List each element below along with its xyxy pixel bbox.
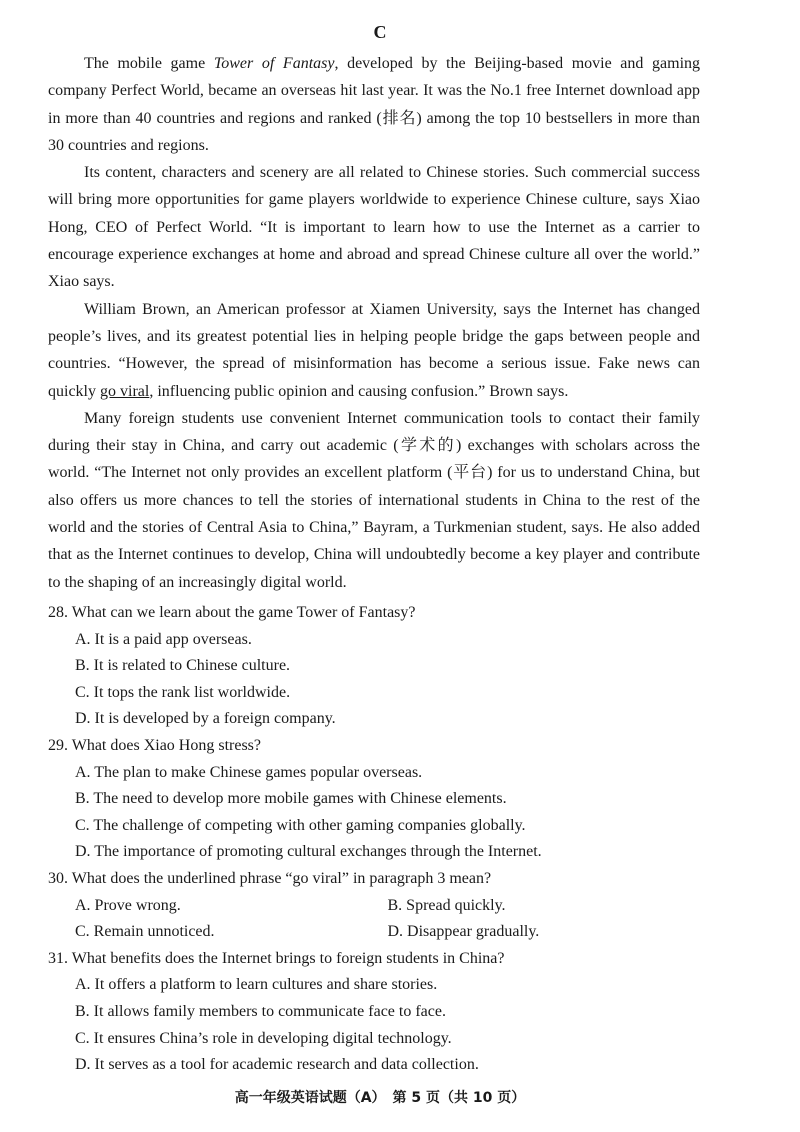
- question-30: [48, 866, 700, 946]
- question-31: [48, 946, 700, 1079]
- option-c: C. Remain unnoticed.: [75, 923, 215, 941]
- option-a: A. It is a paid app overseas.: [75, 630, 252, 648]
- question-stem: 28. What can we learn about the game Tower of Fantasy?: [48, 604, 416, 621]
- page-footer: 高一年级英语试题（A） 第 5 页（共 10 页）: [234, 1090, 526, 1106]
- paragraph-1: [48, 50, 700, 159]
- question-28: [48, 600, 700, 733]
- option-a: A. It offers a platform to learn cultures and share stories.: [75, 976, 438, 994]
- paragraph-4: Many foreign students use convenient Internet communication tools to contact their family during their stay in China, and carry out academic (学术的) exchanges with scholars across the world. “The Internet not only provides an excellent platform (平台) for us to understand China, but also offers us more chances to tell the stories of international students in China to the rest of the world and the stories of Central Asia to China,” Bayram, a Turkmenian student, says. He also added that as the Internet continues to develop, China will undoubtedly become a key player and contribute to the shaping of an increasingly digital world.: [48, 409, 700, 591]
- option-a: A. Prove wrong.: [75, 896, 181, 914]
- option-d: D. Disappear gradually.: [387, 923, 540, 941]
- option-a: A. The plan to make Chinese games popular overseas.: [75, 763, 423, 781]
- question-stem: 31. What benefits does the Internet brings to foreign students in China?: [48, 949, 505, 967]
- underlined-phrase: go viral: [100, 382, 150, 400]
- question-stem: 30. What does the underlined phrase “go viral” in paragraph 3 mean?: [48, 869, 492, 887]
- question-29: [48, 733, 700, 866]
- reading-passage: [48, 50, 700, 596]
- text: , influencing public opinion and causing confusion.” Brown says.: [149, 382, 569, 400]
- option-c: C. The challenge of competing with other gaming companies globally.: [75, 816, 526, 834]
- section-title: C: [373, 22, 387, 42]
- option-c: C. It ensures China’s role in developing digital technology.: [75, 1029, 452, 1047]
- option-d: D. It is developed by a foreign company.: [75, 710, 336, 728]
- paragraph-2: Its content, characters and scenery are all related to Chinese stories. Such commercial success will bring more opportunities for game players worldwide to experience Chinese culture, says Xiao Hong, CEO of Perfect World. “It is important to learn how to use the Internet as a carrier to encourage experience exchanges at home and abroad and spread Chinese culture all over the world.” Xiao says.: [48, 164, 700, 291]
- option-b: B. It allows family members to communicate face to face.: [75, 1002, 446, 1020]
- questions: [48, 600, 700, 1079]
- option-d: D. It serves as a tool for academic research and data collection.: [75, 1056, 479, 1074]
- option-b: B. It is related to Chinese culture.: [75, 657, 291, 675]
- paragraph-3: [48, 296, 700, 405]
- option-b: B. Spread quickly.: [387, 896, 506, 914]
- text: William Brown, an American professor at Xiamen University, says the Internet has changed people’s lives, and its greatest potential lies in helping people bridge the gaps between people and countries. “However, the spread of misinformation has become a serious issue. Fake news can quickly: [48, 300, 700, 400]
- text: The mobile game: [84, 55, 214, 72]
- question-stem: 29. What does Xiao Hong stress?: [48, 736, 261, 754]
- text: , developed by the Beijing-based movie and gaming company Perfect World, became an overseas hit last year. It was the No.1 free Internet download app in more than 40 countries and regions and ranked (排名) among the top 10 bestsellers in more than 30 countries and regions.: [48, 55, 701, 154]
- game-title: Tower of Fantasy: [213, 55, 335, 72]
- option-c: C. It tops the rank list worldwide.: [75, 683, 291, 701]
- option-b: B. The need to develop more mobile games with Chinese elements.: [75, 790, 507, 808]
- option-d: D. The importance of promoting cultural exchanges through the Internet.: [75, 843, 542, 861]
